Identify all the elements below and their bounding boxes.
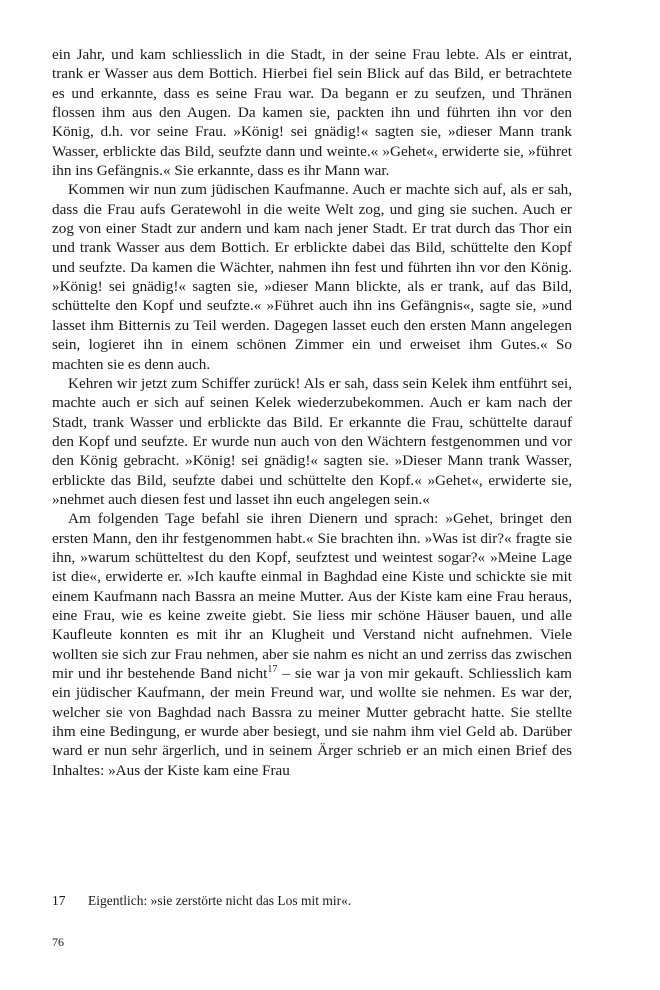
footnote-number: 17 [52,893,66,908]
paragraph-2: Kommen wir nun zum jüdischen Kaufmanne. Auch er machte sich auf, als er sah, dass die Frau aufs Geratewohl in die weite Welt zog, und ging sie suchen. Auch er zog von einer Stadt zur andern und kam nach jener Stadt. Er trat durch das Thor ein und trank Wasser aus dem Bottich. Er erblickte dabei das Bild, schüttelte den Kopf und seufzte. Da kamen die Wächter, nahmen ihn fest und führten ihn vor den König. »König! sei gnädig!« sagten sie, »dieser Mann blickte, als er trank, auf das Bild, schüttelte den Kopf und seufzte.« »Führet auch ihn ins Gefängnis«, sagte sie, »und lasset ihm Bitternis zu Teil werden. Dagegen lasset euch den ersten Mann angelegen sein, logieret ihn in einem schönen Zimmer ein und erweiset ihm Gutes.« So machten sie es denn auch. [52,181,572,373]
page-number: 76 [52,935,64,949]
paragraph-4 [52,509,572,780]
footnote-reference[interactable]: 17 [267,663,278,675]
footnote-text: Eigentlich: »sie zerstörte nicht das Los mit mir«. [88,893,352,908]
main-text [52,45,572,780]
footnote [52,893,572,909]
paragraph-4-text-a: Am folgenden Tage befahl sie ihren Dienern und sprach: »Gehet, bringet den ersten Mann, den ihr festgenommen habt.« Sie brachten ihn. »Was ist dir?« fragte sie ihn, »warum schütteltest du den Kopf, seufztest und weintest sogar?« »Meine Lage ist die«, erwiderte er. »Ich kaufte einmal in Baghdad eine Kiste und schickte sie mit einem Kaufmann nach Bassra an meine Mutter. Aus der Kiste kam eine Frau heraus, eine Frau, wie es keine zweite giebt. Sie liess mir schöne Häuser bauen, und alle Kaufleute konnten es mit ihr an Klugheit und Verstand nicht aufnehmen. Viele wollten sie sich zur Frau nehmen, aber sie nahm es nicht an und zerriss das zwischen mir und ihr bestehende Band nicht [52,510,572,682]
paragraph-4-text-b: – sie war ja von mir gekauft. Schliesslich kam ein jüdischer Kaufmann, der mein Freund war, und wollte sie nehmen. Es war der, welcher sie von Baghdad nach Bassra zu meiner Mutter gebracht hatte. Sie stellte ihm eine Bedingung, er wurde aber besiegt, und sie nahm ihm viel Geld ab. Darüber ward er nun sehr ärgerlich, und in seinem Ärger schrieb er an mich einen Brief des Inhaltes: »Aus der Kiste kam eine Frau [52,665,572,779]
paragraph-3: Kehren wir jetzt zum Schiffer zurück! Als er sah, dass sein Kelek ihm entführt sei, machte auch er sich auf seinen Kelek wiederzubekommen. Auch er kam nach der Stadt, trank Wasser und erblickte das Bild. Er erkannte die Frau, schüttelte darauf den Kopf und seufzte. Er wurde nun auch von den Wächtern festgenommen und vor den König gebracht. »König! sei gnädig!« sagten sie. »Dieser Mann trank Wasser, erblickte das Bild, seufzte dabei und schüttelte den Kopf.« »Gehet«, erwiderte sie, »nehmet auch diesen fest und lasset ihn euch angelegen sein.« [52,374,572,508]
paragraph-1: ein Jahr, und kam schliesslich in die Stadt, in der seine Frau lebte. Als er eintrat, trank er Wasser aus dem Bottich. Hierbei fiel sein Blick auf das Bild, er betrachtete es und erkannte, dass es seine Frau war. Da begann er zu seufzen, und Thränen flossen ihm aus den Augen. Da kamen sie, packten ihn und führten ihn vor den König, d.h. vor seine Frau. »König! sei gnädig!« sagten sie, »dieser Mann trank Wasser, erblickte das Bild, seufzte dann und weinte.« »Gehet«, erwiderte sie, »führet ihn ins Gefängnis.« Sie erkannte, dass es ihr Mann war. [52,46,572,180]
